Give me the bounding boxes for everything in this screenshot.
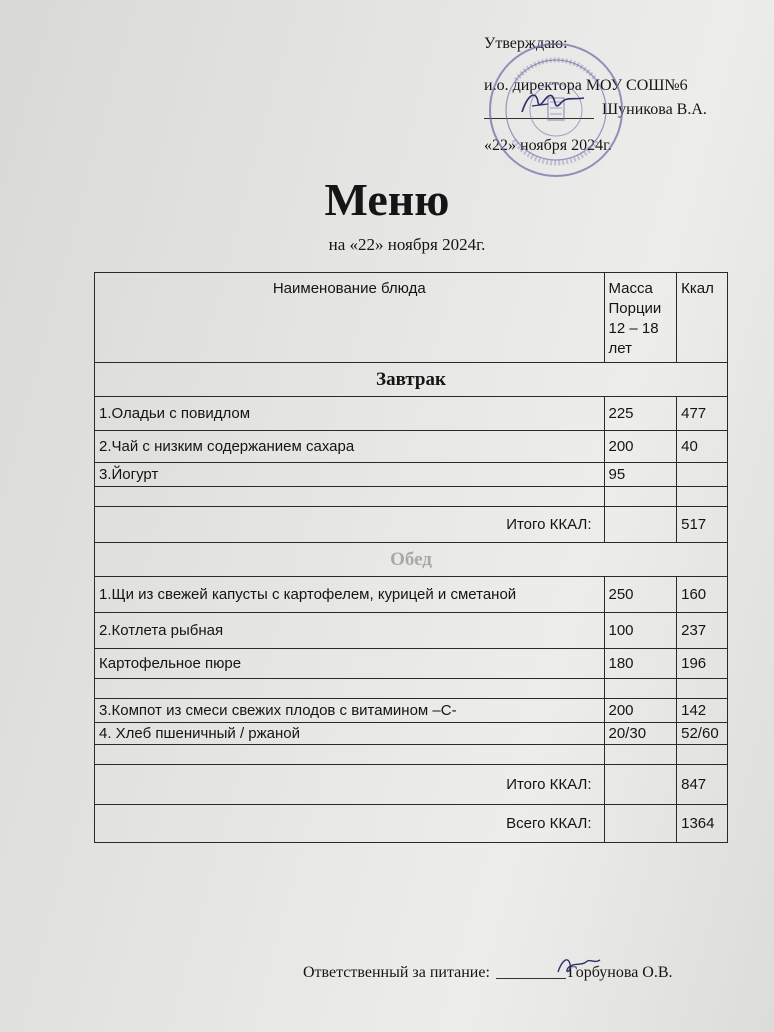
table-row	[95, 577, 728, 613]
responsible-signature-line	[496, 964, 566, 979]
lunch-total-value: 847	[677, 765, 728, 805]
breakfast-total-label: Итого ККАЛ:	[95, 507, 605, 543]
grand-total-value: 1364	[677, 805, 728, 843]
table-row	[95, 463, 728, 487]
dish-name: Картофельное пюре	[95, 649, 605, 679]
table-row	[95, 397, 728, 431]
dish-mass: 200	[604, 431, 677, 463]
section-breakfast-row	[95, 363, 728, 397]
dish-kcal: 142	[677, 699, 728, 723]
breakfast-total-value: 517	[677, 507, 728, 543]
table-row	[95, 613, 728, 649]
lunch-total-label: Итого ККАЛ:	[95, 765, 605, 805]
empty-row	[95, 487, 728, 507]
dish-kcal	[677, 463, 728, 487]
dish-name: 4. Хлеб пшеничный / ржаной	[95, 723, 605, 745]
dish-mass: 20/30	[604, 723, 677, 745]
responsible-line	[303, 962, 673, 982]
dish-kcal: 40	[677, 431, 728, 463]
director-name: Шуникова В.А.	[602, 101, 707, 118]
header-kcal: Ккал	[677, 273, 728, 363]
dish-name: 2.Котлета рыбная	[95, 613, 605, 649]
dish-kcal: 196	[677, 649, 728, 679]
menu-table	[94, 272, 728, 843]
dish-mass: 95	[604, 463, 677, 487]
dish-mass: 225	[604, 397, 677, 431]
header-dish-name: Наименование блюда	[95, 273, 605, 363]
section-breakfast: Завтрак	[95, 363, 728, 397]
approval-date: «22» ноября 2024г.	[484, 137, 612, 154]
dish-mass: 200	[604, 699, 677, 723]
header-portion-mass: Масса Порции 12 – 18 лет	[604, 273, 677, 363]
dish-name: 3.Йогурт	[95, 463, 605, 487]
table-row	[95, 699, 728, 723]
dish-mass: 180	[604, 649, 677, 679]
responsible-label: Ответственный за питание:	[303, 964, 490, 981]
director-signature-line	[484, 118, 594, 119]
dish-name: 3.Компот из смеси свежих плодов с витамином –С-	[95, 699, 605, 723]
section-lunch-row	[95, 543, 728, 577]
page-title: Меню	[324, 174, 450, 225]
section-lunch: Обед	[95, 543, 728, 577]
empty-row	[95, 679, 728, 699]
dish-kcal: 477	[677, 397, 728, 431]
approval-title: Утверждаю:	[484, 35, 568, 52]
table-header-row	[95, 273, 728, 363]
table-row	[95, 723, 728, 745]
grand-total-row	[95, 805, 728, 843]
approval-position: и.о. директора МОУ СОШ№6	[484, 77, 688, 94]
table-row	[95, 649, 728, 679]
responsible-name: Горбунова О.В.	[567, 964, 673, 981]
dish-name: 2.Чай с низким содержанием сахара	[95, 431, 605, 463]
page-subtitle: на «22» ноября 2024г.	[328, 235, 486, 254]
empty-row	[95, 745, 728, 765]
dish-mass: 250	[604, 577, 677, 613]
dish-kcal: 52/60	[677, 723, 728, 745]
table-row	[95, 431, 728, 463]
dish-name: 1.Оладьи с повидлом	[95, 397, 605, 431]
dish-mass: 100	[604, 613, 677, 649]
breakfast-total-row	[95, 507, 728, 543]
lunch-total-row	[95, 765, 728, 805]
grand-total-label: Всего ККАЛ:	[95, 805, 605, 843]
dish-name: 1.Щи из свежей капусты с картофелем, курицей и сметаной	[95, 577, 605, 613]
dish-kcal: 160	[677, 577, 728, 613]
dish-kcal: 237	[677, 613, 728, 649]
